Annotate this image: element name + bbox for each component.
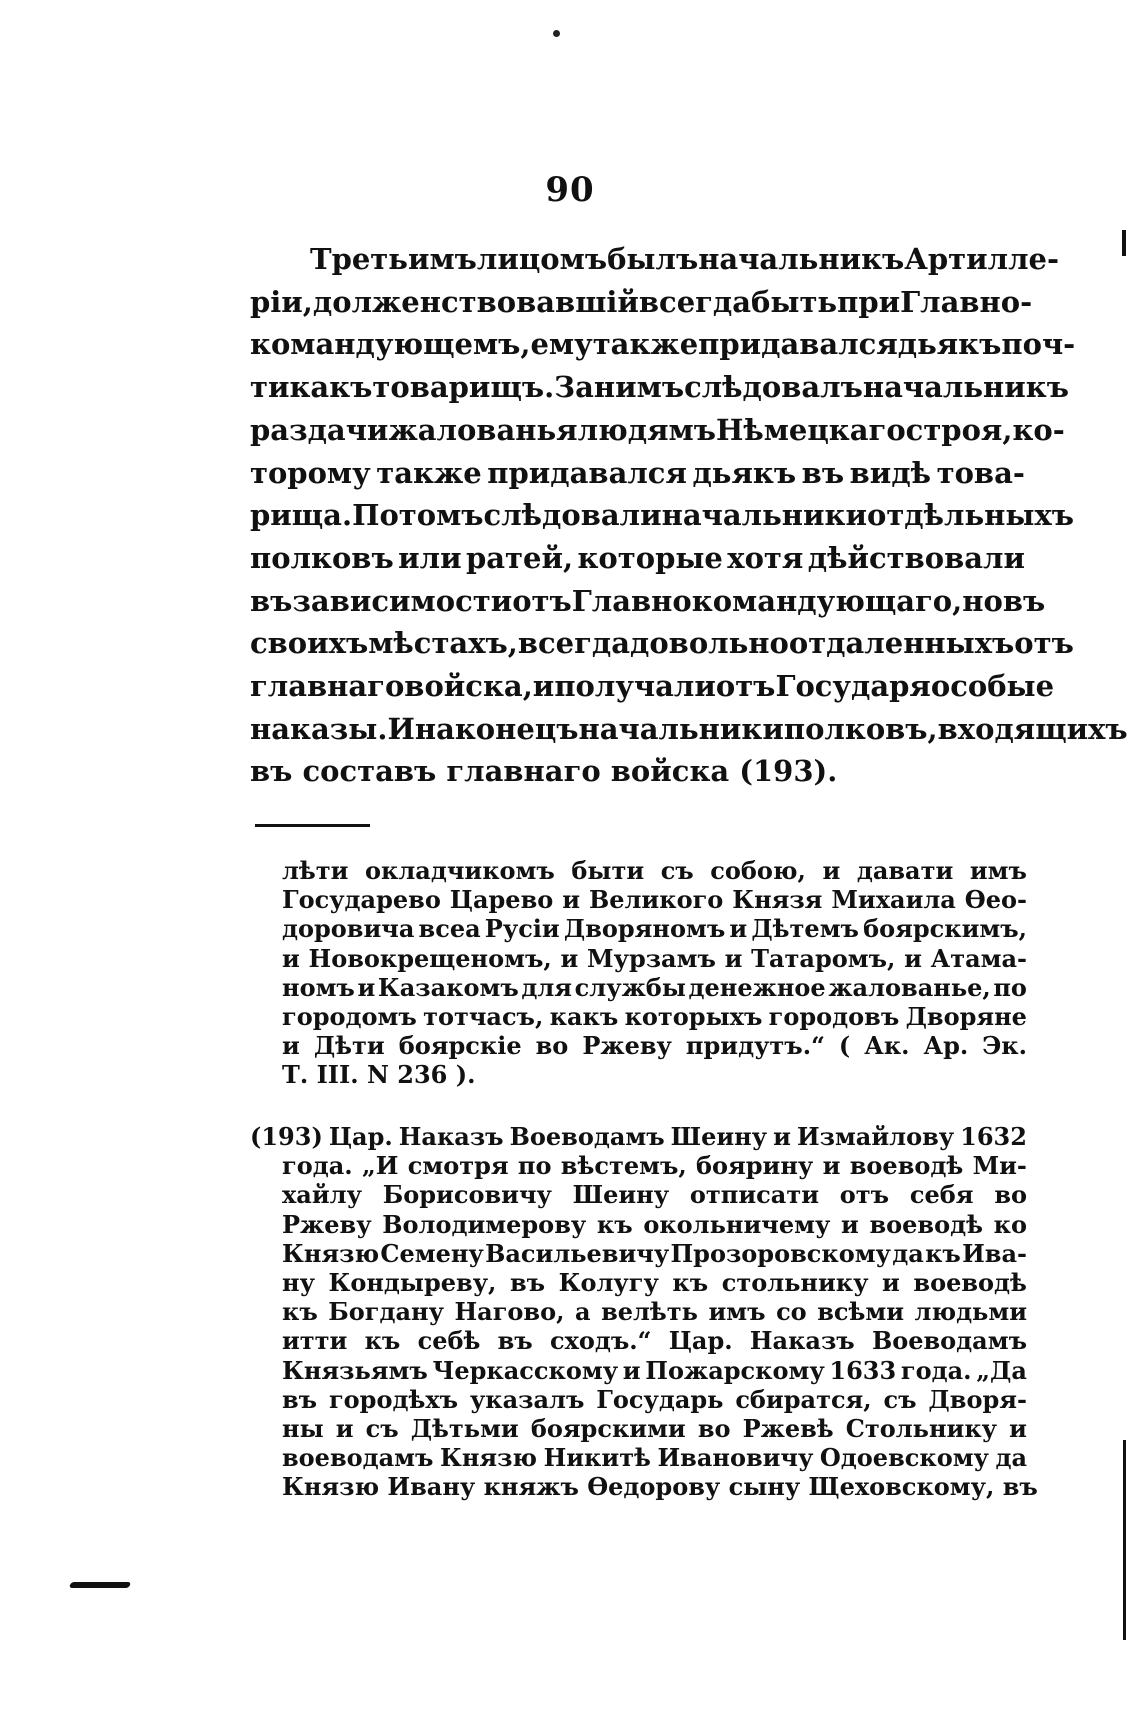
text-line: въ составъ главнаго войска (193). — [250, 754, 838, 789]
text-line: доровича всеа Русіи Дворяномъ и Дѣтемъ боярскимъ, — [282, 914, 1027, 944]
text-line: городомъ тотчасъ, какъ которыхъ городовъ Дворяне — [282, 1002, 1027, 1032]
text-line: итти къ себѣ въ сходъ.“ Цар. Наказъ Воеводамъ — [282, 1326, 1027, 1356]
text-line: раздачи жалованья людямъ Нѣмецкаго строя, ко- — [250, 412, 1065, 447]
text-line: въ зависимости отъ Главнокомандующаго, но въ — [250, 583, 1046, 618]
text-line: года. „И смотря по вѣстемъ, боярину и воеводѣ Ми- — [282, 1151, 1027, 1181]
text-line: номъ и Казакомъ для службы денежное жалованье, по — [282, 972, 1027, 1002]
text-line: Князьямъ Черкасскому и Пожарскому 1633 года. „Да — [282, 1355, 1027, 1385]
text-line: и Дѣти боярскіе во Ржеву придутъ.“ ( Ак. Ар. Эк. — [282, 1031, 1027, 1061]
text-line: Т. III. N 236 ). — [282, 1060, 476, 1090]
footnote-continuation — [282, 856, 1027, 1090]
text-line: рища. Потомъ слѣдовали начальники отдѣльныхъ — [250, 498, 1074, 533]
text-line: и Новокрещеномъ, и Мурзамъ и Татаромъ, и Атама- — [282, 943, 1027, 973]
footnote-193 — [250, 1122, 1038, 1502]
text-line: Третьимъ лицомъ былъ начальникъ Артилле- — [310, 242, 1060, 276]
scan-smudge — [69, 1582, 131, 1588]
scan-edge-mark — [1123, 1440, 1126, 1640]
main-text — [250, 238, 1128, 793]
text-line: къ Богдану Нагово, а велѣть имъ со всѣми людьми — [282, 1297, 1027, 1327]
text-line: ти какъ товарищъ. За нимъ слѣдовалъ начальникъ — [250, 370, 1069, 405]
text-line: торому также придавался дьякъ въ видѣ това- — [250, 455, 1025, 490]
text-line: наказы. И наконецъ начальники полковъ, входящихъ — [250, 711, 1128, 746]
text-line: хайлу Борисовичу Шеину отписати отъ себя во — [282, 1180, 1027, 1210]
text-line: воеводамъ Князю Никитѣ Ивановичу Одоевскому да — [282, 1443, 1027, 1473]
text-line: ны и съ Дѣтьми боярскими во Ржевѣ Стольнику и — [282, 1414, 1027, 1444]
text-line: ріи, долженствовавшій всегда быть при Главно- — [250, 284, 1033, 319]
text-line: Государево Царево и Великого Князя Михаила Ѳео- — [282, 885, 1027, 915]
text-line: Князю Семену Васильевичу Прозоровскому да къ Ива- — [282, 1238, 1027, 1268]
text-line: Князю Ивану княжъ Ѳедорову сыну Щеховскому, въ — [282, 1472, 1038, 1502]
text-line: главнаго войска, и получали отъ Государя особые — [250, 669, 1055, 704]
scan-edge-mark — [1122, 230, 1126, 256]
text-line: командующемъ, ему также придавался дьякъ поч- — [250, 327, 1076, 362]
text-line: Ржеву Володимерову къ окольничему и воеводѣ ко — [282, 1209, 1027, 1239]
page-number: 90 — [545, 170, 595, 210]
text-line: (193) Цар. Наказъ Воеводамъ Шеину и Измайлову 1632 — [250, 1122, 1027, 1151]
scan-dot — [553, 30, 560, 37]
text-line: лѣти окладчикомъ быти съ собою, и давати имъ — [282, 856, 1027, 885]
text-line: ну Кондыреву, въ Колугу къ стольнику и воеводѣ — [282, 1268, 1027, 1298]
text-line: полковъ или ратей, которые хотя дѣйствовали — [250, 540, 1025, 575]
footnote-rule — [255, 824, 370, 827]
text-line: своихъ мѣстахъ, всегда довольно отдаленныхъ отъ — [250, 626, 1074, 661]
text-line: въ городѣхъ указалъ Государь сбиратся, съ Дворя- — [282, 1384, 1027, 1414]
